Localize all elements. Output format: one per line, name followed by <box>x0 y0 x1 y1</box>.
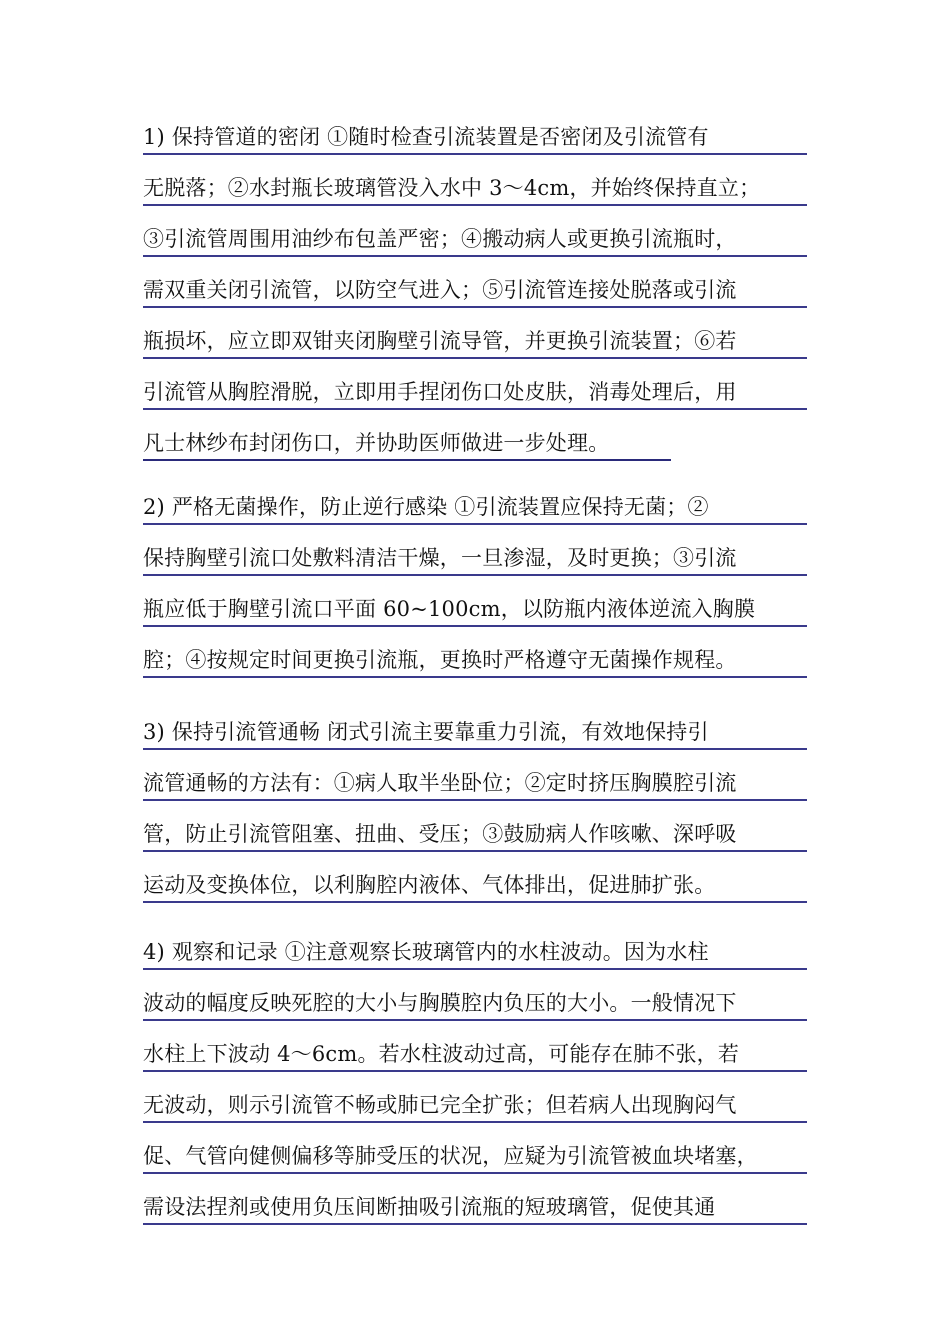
line-text: 运动及变换体位，以利胸腔内液体、气体排出，促进肺扩张。 <box>143 873 716 897</box>
line-text: 1) 保持管道的密闭 ①随时检查引流装置是否密闭及引流管有 <box>143 125 709 149</box>
underline <box>143 523 807 525</box>
text-line <box>143 752 807 803</box>
underline <box>143 204 807 206</box>
underline <box>143 1121 807 1123</box>
section-3 <box>143 701 807 905</box>
underline <box>143 1019 807 1021</box>
text-line <box>143 629 807 680</box>
text-line <box>143 701 807 752</box>
text-line <box>143 259 807 310</box>
line-text: 瓶损坏，应立即双钳夹闭胸壁引流导管，并更换引流装置；⑥若 <box>143 329 737 353</box>
text-line <box>143 106 807 157</box>
line-text: 波动的幅度反映死腔的大小与胸膜腔内负压的大小。一般情况下 <box>143 991 737 1015</box>
section-1 <box>143 106 807 463</box>
underline <box>143 306 807 308</box>
line-text: 无波动，则示引流管不畅或肺已完全扩张；但若病人出现胸闷气 <box>143 1093 737 1117</box>
text-line <box>143 1023 807 1074</box>
text-line <box>143 1176 807 1227</box>
text-line <box>143 854 807 905</box>
section-2 <box>143 476 807 680</box>
underline <box>143 850 807 852</box>
text-line <box>143 527 807 578</box>
text-line <box>143 157 807 208</box>
line-text: 瓶应低于胸壁引流口平面 60~100cm，以防瓶内液体逆流入胸膜 <box>143 597 756 621</box>
line-text: 保持胸壁引流口处敷料清洁干燥，一旦渗湿，及时更换；③引流 <box>143 546 737 570</box>
line-text: 4) 观察和记录 ①注意观察长玻璃管内的水柱波动。因为水柱 <box>143 940 709 964</box>
text-line <box>143 972 807 1023</box>
line-text: 促、气管向健侧偏移等肺受压的状况，应疑为引流管被血块堵塞， <box>143 1144 758 1168</box>
line-text: 需双重关闭引流管，以防空气进入；⑤引流管连接处脱落或引流 <box>143 278 737 302</box>
text-line <box>143 208 807 259</box>
text-line <box>143 1074 807 1125</box>
underline <box>143 255 807 257</box>
underline <box>143 574 807 576</box>
line-text: 3) 保持引流管通畅 闭式引流主要靠重力引流，有效地保持引 <box>143 720 709 744</box>
underline <box>143 748 807 750</box>
text-line <box>143 361 807 412</box>
underline <box>143 408 807 410</box>
underline <box>143 625 807 627</box>
underline <box>143 153 807 155</box>
text-line <box>143 412 807 463</box>
line-text: ③引流管周围用油纱布包盖严密；④搬动病人或更换引流瓶时， <box>143 227 737 251</box>
line-text: 管，防止引流管阻塞、扭曲、受压；③鼓励病人作咳嗽、深呼吸 <box>143 822 737 846</box>
line-text: 凡士林纱布封闭伤口，并协助医师做进一步处理。 <box>143 431 610 455</box>
text-line <box>143 1125 807 1176</box>
section-4 <box>143 921 807 1227</box>
underline <box>143 968 807 970</box>
line-text: 需设法捏剂或使用负压间断抽吸引流瓶的短玻璃管，促使其通 <box>143 1195 716 1219</box>
underline <box>143 1070 807 1072</box>
underline <box>143 901 807 903</box>
text-line <box>143 803 807 854</box>
underline <box>143 1172 807 1174</box>
line-text: 2) 严格无菌操作，防止逆行感染 ①引流装置应保持无菌；② <box>143 495 709 519</box>
underline <box>143 357 807 359</box>
underline <box>143 676 807 678</box>
text-line <box>143 578 807 629</box>
line-text: 水柱上下波动 4～6cm。若水柱波动过高，可能存在肺不张，若 <box>143 1042 740 1066</box>
text-line <box>143 310 807 361</box>
line-text: 引流管从胸腔滑脱，立即用手捏闭伤口处皮肤，消毒处理后，用 <box>143 380 737 404</box>
line-text: 无脱落；②水封瓶长玻璃管没入水中 3～4cm，并始终保持直立； <box>143 176 761 200</box>
text-line <box>143 476 807 527</box>
line-text: 流管通畅的方法有：①病人取半坐卧位；②定时挤压胸膜腔引流 <box>143 771 737 795</box>
underline <box>143 1223 807 1225</box>
text-line <box>143 921 807 972</box>
line-text: 腔；④按规定时间更换引流瓶，更换时严格遵守无菌操作规程。 <box>143 648 737 672</box>
underline <box>143 459 671 461</box>
underline <box>143 799 807 801</box>
